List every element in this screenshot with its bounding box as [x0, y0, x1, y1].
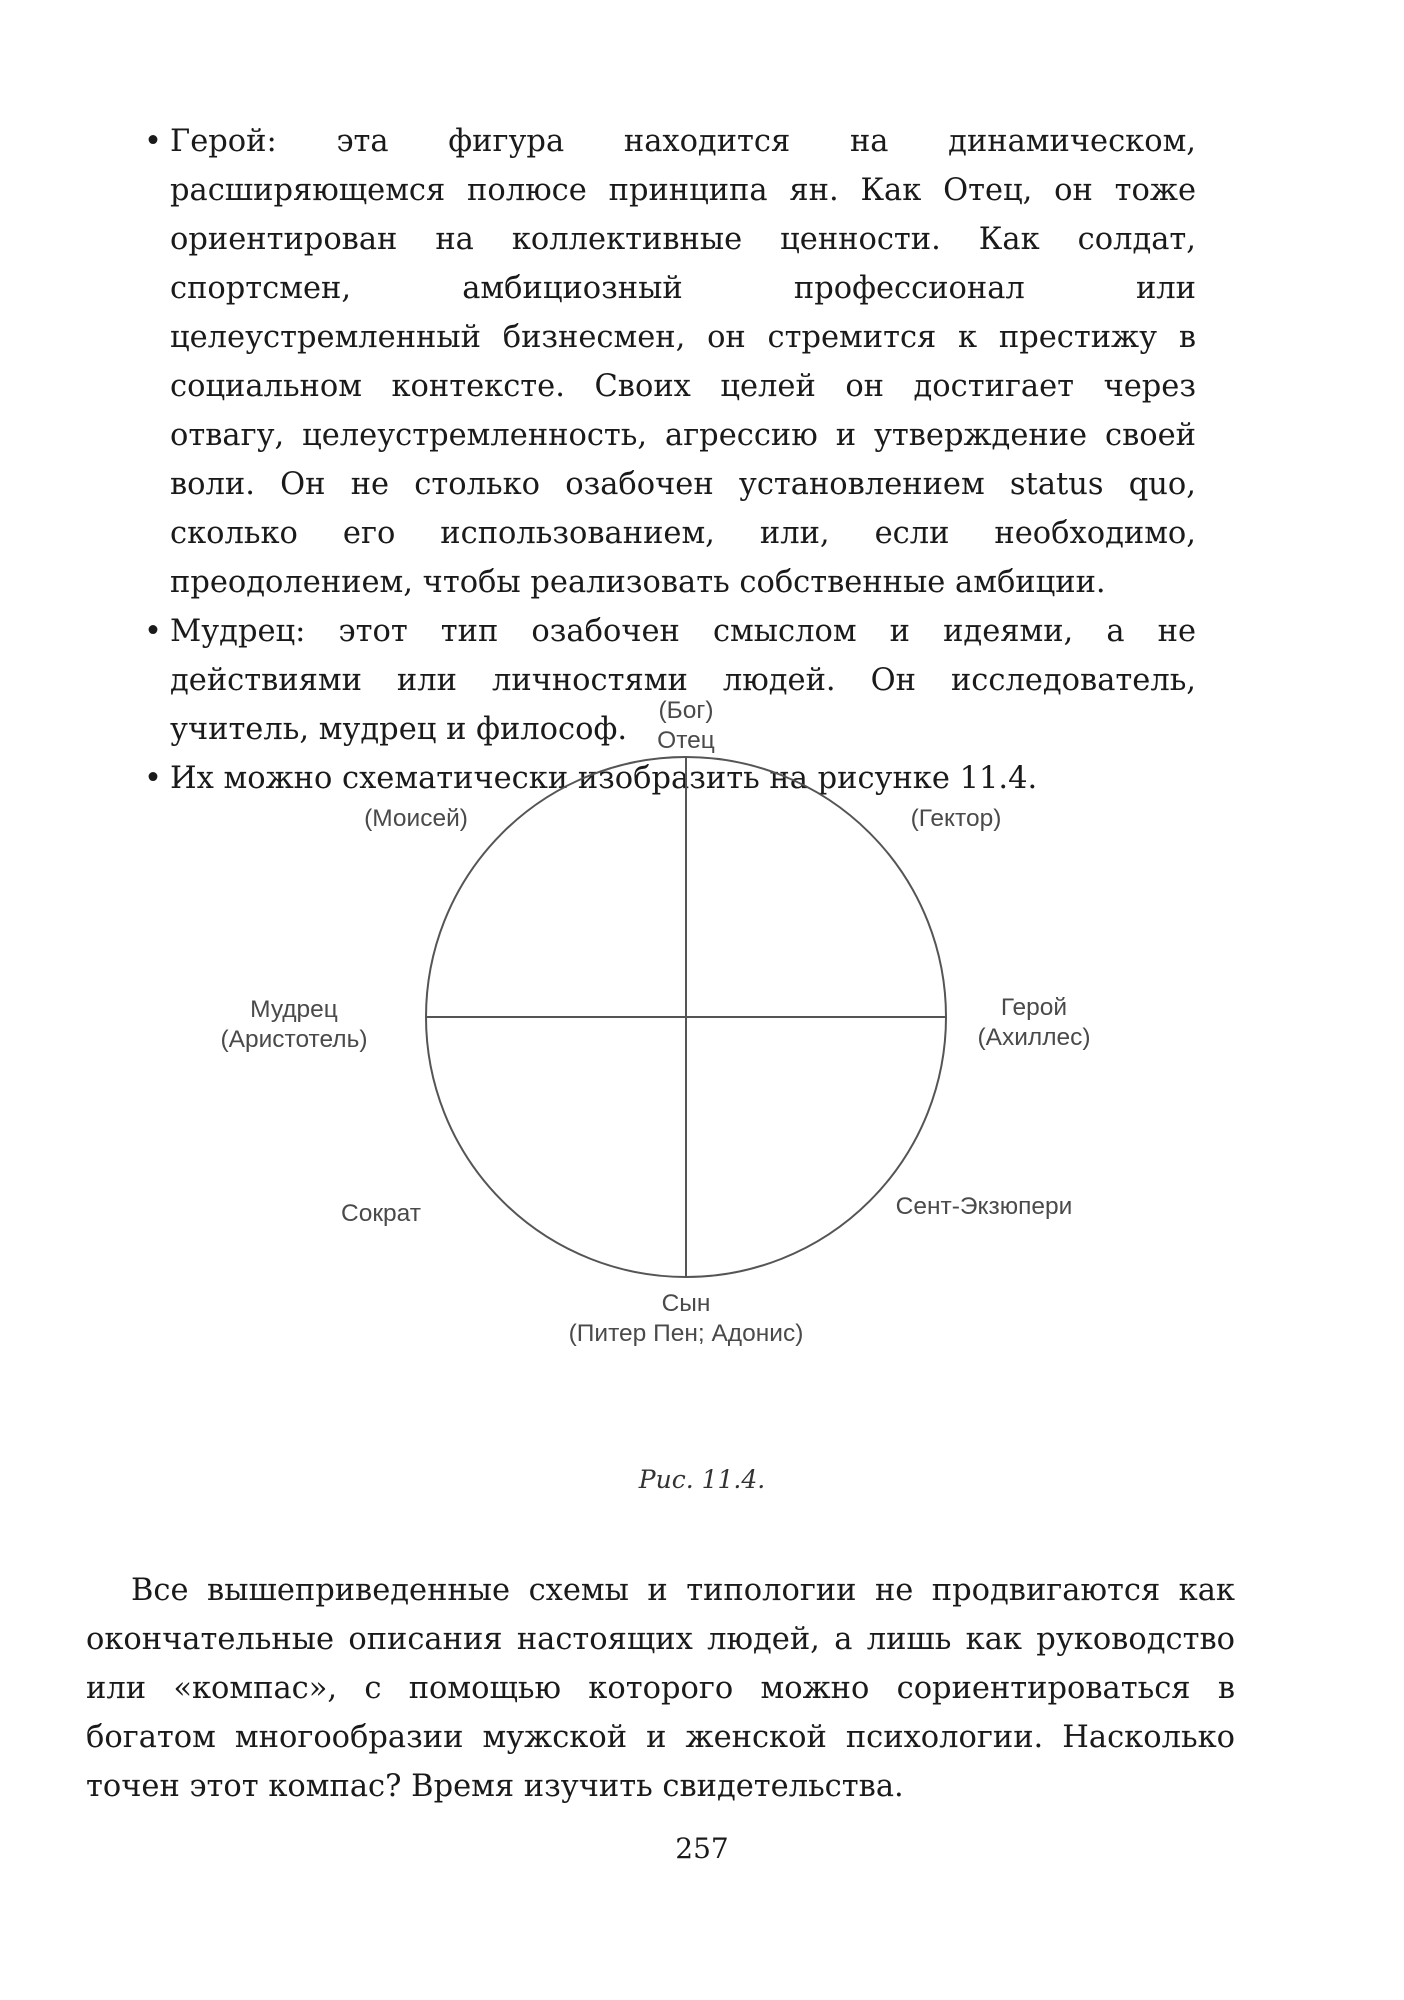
bullet-marker: • [144, 614, 162, 649]
label-saint-exupery: Сент-Экзюпери [895, 1193, 1073, 1220]
label-father-name: Отец [657, 727, 715, 754]
label-son [536, 1289, 836, 1349]
archetype-diagram [0, 690, 1404, 1370]
label-hector: (Гектор) [910, 805, 1002, 832]
bullet-text-figure-ref: Их можно схематически изобразить на рисунке 11.4. [170, 761, 1038, 796]
body-paragraph: Все вышеприведенные схемы и типологии не продвигаются как окончательные описания настоящих людей, а лишь как руководство или «компас», с помощью которого можно сориентироваться в богатом многообразии мужской и женской психологии. Насколько точен этот компас? Время изучить свидетельства. [86, 1573, 1235, 1804]
bullet-text-sage: Мудрец: этот тип озабочен смыслом и идеями, а не действиями или личностями людей. Он исследователь, учитель, мудрец и философ. [170, 614, 1196, 747]
label-hero-example: (Ахиллес) [977, 1024, 1091, 1051]
label-moses: (Моисей) [364, 805, 468, 832]
bullet-marker: • [144, 761, 162, 796]
label-sage-example: (Аристотель) [220, 1026, 368, 1053]
list-item [136, 117, 1196, 607]
label-hero-name: Герой [1000, 994, 1068, 1021]
label-socrates: Сократ [341, 1200, 421, 1227]
bullet-text-hero: Герой: эта фигура находится на динамическом, расширяющемся полюсе принципа ян. Как Отец, он тоже ориентирован на коллективные ценности. Как солдат, спортсмен, амбициозный профессионал или целеустремленный бизнесмен, он стремится к престижу в социальном контексте. Своих целей он достигает через отвагу, целеустремленность, агрессию и утверждение своей воли. Он не столько озабочен установлением status quo, сколько его использованием, или, если необходимо, преодолением, чтобы реализовать собственные амбиции. [170, 124, 1196, 600]
page-number: 257 [675, 1832, 729, 1865]
label-father [586, 696, 786, 756]
label-hero [954, 993, 1114, 1053]
figure-caption: Рис. 11.4. [638, 1465, 766, 1494]
label-son-example: (Питер Пен; Адонис) [568, 1320, 804, 1347]
label-father-god: (Бог) [658, 697, 714, 724]
label-son-name: Сын [661, 1290, 711, 1317]
label-sage-name: Мудрец [250, 996, 338, 1023]
label-sage [194, 995, 394, 1055]
bullet-marker: • [144, 124, 162, 159]
